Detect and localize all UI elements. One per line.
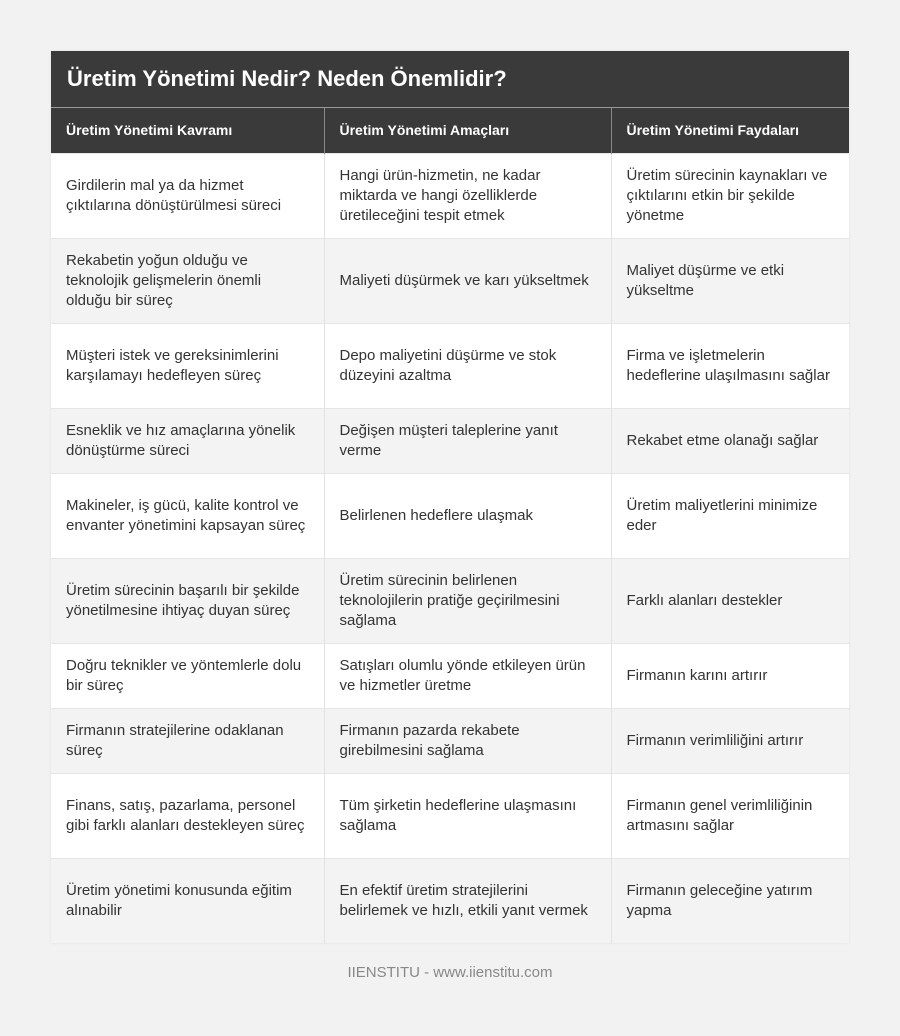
- table-cell-goal: En efektif üretim stratejilerini belirlemek ve hızlı, etkili yanıt vermek: [324, 858, 611, 943]
- table-cell-goal: Değişen müşteri taleplerine yanıt verme: [324, 408, 611, 473]
- table-cell-goal: Hangi ürün-hizmetin, ne kadar miktarda ve hangi özelliklerde üretileceğini tespit etmek: [324, 153, 611, 238]
- table-row: [51, 153, 849, 238]
- table-row: [51, 408, 849, 473]
- table-cell-concept: Üretim sürecinin başarılı bir şekilde yönetilmesine ihtiyaç duyan süreç: [51, 558, 324, 643]
- table-cell-benefit: Üretim sürecinin kaynakları ve çıktılarını etkin bir şekilde yönetme: [611, 153, 849, 238]
- table-cell-goal: Depo maliyetini düşürme ve stok düzeyini azaltma: [324, 323, 611, 408]
- table-cell-concept: Üretim yönetimi konusunda eğitim alınabilir: [51, 858, 324, 943]
- table-cell-benefit: Firmanın verimliliğini artırır: [611, 708, 849, 773]
- table-cell-concept: Firmanın stratejilerine odaklanan süreç: [51, 708, 324, 773]
- table-cell-benefit: Maliyet düşürme ve etki yükseltme: [611, 238, 849, 323]
- table-cell-concept: Müşteri istek ve gereksinimlerini karşılamayı hedefleyen süreç: [51, 323, 324, 408]
- table-cell-benefit: Firmanın karını artırır: [611, 643, 849, 708]
- table-cell-concept: Rekabetin yoğun olduğu ve teknolojik gelişmelerin önemli olduğu bir süreç: [51, 238, 324, 323]
- table-row: [51, 858, 849, 943]
- table-cell-benefit: Firma ve işletmelerin hedeflerine ulaşılmasını sağlar: [611, 323, 849, 408]
- column-header-goals: Üretim Yönetimi Amaçları: [324, 108, 611, 153]
- page-title: Üretim Yönetimi Nedir? Neden Önemlidir?: [51, 51, 849, 108]
- table-header-row: [51, 108, 849, 153]
- table-cell-goal: Üretim sürecinin belirlenen teknolojilerin pratiğe geçirilmesini sağlama: [324, 558, 611, 643]
- table-cell-benefit: Üretim maliyetlerini minimize eder: [611, 473, 849, 558]
- table-cell-benefit: Farklı alanları destekler: [611, 558, 849, 643]
- table-row: [51, 473, 849, 558]
- table-cell-goal: Maliyeti düşürmek ve karı yükseltmek: [324, 238, 611, 323]
- table-row: [51, 558, 849, 643]
- table-cell-goal: Firmanın pazarda rekabete girebilmesini sağlama: [324, 708, 611, 773]
- table-row: [51, 708, 849, 773]
- table-cell-benefit: Rekabet etme olanağı sağlar: [611, 408, 849, 473]
- table-cell-concept: Doğru teknikler ve yöntemlerle dolu bir süreç: [51, 643, 324, 708]
- table-cell-goal: Tüm şirketin hedeflerine ulaşmasını sağlama: [324, 773, 611, 858]
- content-card: [51, 51, 849, 943]
- table-cell-benefit: Firmanın geleceğine yatırım yapma: [611, 858, 849, 943]
- table-cell-concept: Finans, satış, pazarlama, personel gibi farklı alanları destekleyen süreç: [51, 773, 324, 858]
- table-row: [51, 643, 849, 708]
- comparison-table: [51, 108, 849, 943]
- table-cell-goal: Satışları olumlu yönde etkileyen ürün ve hizmetler üretme: [324, 643, 611, 708]
- table-row: [51, 773, 849, 858]
- table-row: [51, 323, 849, 408]
- table-cell-concept: Girdilerin mal ya da hizmet çıktılarına dönüştürülmesi süreci: [51, 153, 324, 238]
- column-header-concept: Üretim Yönetimi Kavramı: [51, 108, 324, 153]
- table-cell-goal: Belirlenen hedeflere ulaşmak: [324, 473, 611, 558]
- table-cell-concept: Esneklik ve hız amaçlarına yönelik dönüştürme süreci: [51, 408, 324, 473]
- table-cell-benefit: Firmanın genel verimliliğinin artmasını sağlar: [611, 773, 849, 858]
- table-cell-concept: Makineler, iş gücü, kalite kontrol ve envanter yönetimini kapsayan süreç: [51, 473, 324, 558]
- table-row: [51, 238, 849, 323]
- column-header-benefits: Üretim Yönetimi Faydaları: [611, 108, 849, 153]
- footer-credit: IIENSTITU - www.iienstitu.com: [347, 964, 553, 981]
